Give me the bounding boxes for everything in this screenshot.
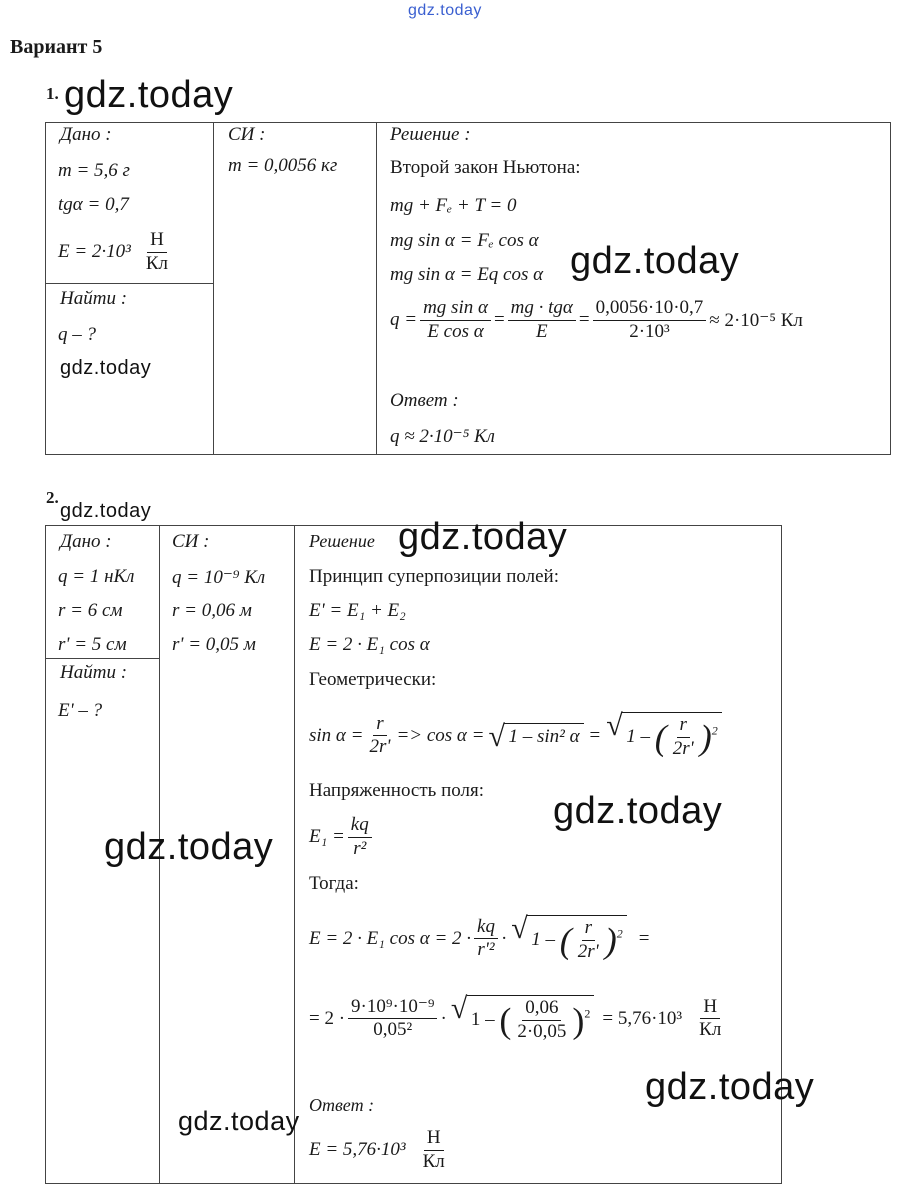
E1-num: kq bbox=[348, 815, 372, 838]
watermark: gdz.today bbox=[60, 357, 152, 379]
E1-den: r² bbox=[353, 837, 367, 859]
given-r: r = 6 см bbox=[58, 600, 123, 621]
sin-den: 2r' bbox=[369, 736, 391, 758]
final2-num: 9·10⁹·10⁻⁹ bbox=[348, 997, 437, 1020]
divider bbox=[294, 525, 295, 1184]
eq4-f1-den: E cos α bbox=[427, 320, 484, 342]
find-header: Найти : bbox=[60, 288, 128, 309]
sin-lhs: sin α = bbox=[309, 724, 364, 746]
watermark: gdz.today bbox=[178, 1106, 300, 1136]
si-header: СИ : bbox=[228, 124, 266, 145]
unit-den: Кл bbox=[699, 1019, 722, 1041]
final1-fraction bbox=[474, 917, 498, 962]
sqrt-expression: √ 1 – sin² α bbox=[504, 723, 583, 748]
eq4-fraction-2 bbox=[508, 298, 576, 343]
eq4-fraction-3 bbox=[593, 298, 707, 343]
sin-fraction bbox=[366, 714, 393, 759]
given-field-value: E = 2·10³ bbox=[58, 241, 131, 263]
given-mass: m = 5,6 г bbox=[58, 160, 130, 181]
E1-fraction bbox=[348, 815, 372, 860]
final2-in-num: 0,06 bbox=[522, 998, 561, 1021]
final2-sqrt: √ 1 – ( $\frac{0,06}{2\cdot 0,05}$ )$^2$ bbox=[467, 995, 595, 1043]
sin-num: r bbox=[373, 714, 386, 737]
eq4-f2-den: E bbox=[535, 320, 548, 342]
watermark: gdz.today bbox=[60, 500, 152, 522]
then-text: Тогда: bbox=[309, 873, 359, 894]
watermark: gdz.today bbox=[104, 826, 274, 868]
answer-value: q ≈ 2·10⁻⁵ Кл bbox=[390, 426, 495, 447]
variant-title: Вариант 5 bbox=[10, 36, 103, 58]
final2-result: = 5,76·10³ bbox=[602, 1007, 683, 1029]
eq4-f2-num: mg · tgα bbox=[508, 298, 576, 321]
given-header: Дано : bbox=[60, 531, 112, 552]
E1-equation bbox=[309, 815, 375, 860]
field-header: Напряженность поля: bbox=[309, 780, 484, 801]
sin-equation bbox=[309, 712, 722, 760]
given-charge: q = 1 нКл bbox=[58, 566, 135, 587]
unit-fraction bbox=[143, 230, 171, 275]
equals: = bbox=[589, 724, 601, 746]
final2-in-den: 2·0,05 bbox=[517, 1020, 567, 1042]
eq4-result: ≈ 2·10⁻⁵ Кл bbox=[709, 309, 803, 331]
eq4-fraction-1 bbox=[420, 298, 491, 343]
si-r: r = 0,06 м bbox=[172, 600, 252, 621]
E1-lhs: E₁ = bbox=[309, 826, 345, 848]
find-header: Найти : bbox=[60, 662, 128, 683]
sin-mid: => cos α = bbox=[396, 724, 485, 746]
given-header: Дано : bbox=[60, 124, 112, 145]
divider bbox=[45, 658, 159, 659]
unit-num: Н bbox=[424, 1128, 444, 1151]
watermark: gdz.today bbox=[570, 240, 740, 282]
answer-unit bbox=[420, 1128, 448, 1173]
equation-2: E = 2 · E₁ cos α bbox=[309, 634, 430, 655]
equation-2: mg sin α = Fₑ cos α bbox=[390, 230, 539, 251]
find-value: E' – ? bbox=[58, 700, 103, 721]
watermark: gdz.today bbox=[398, 516, 568, 558]
answer-value bbox=[309, 1128, 451, 1173]
equation-3: mg sin α = Eq cos α bbox=[390, 264, 544, 285]
answer-text: E = 5,76·10³ bbox=[309, 1139, 406, 1161]
final1-lhs: E = 2 · E₁ cos α = 2 · bbox=[309, 927, 472, 949]
unit-den: Кл bbox=[422, 1150, 445, 1172]
answer-header: Ответ : bbox=[309, 1095, 375, 1115]
solution-header: Решение bbox=[309, 531, 375, 551]
given-tg: tgα = 0,7 bbox=[58, 194, 129, 215]
eq4-f1-num: mg sin α bbox=[420, 298, 491, 321]
unit-num: Н bbox=[700, 997, 720, 1020]
si-value: m = 0,0056 кг bbox=[228, 155, 338, 176]
given-field bbox=[58, 230, 174, 275]
problem-1-number: 1. bbox=[46, 84, 59, 103]
divider bbox=[45, 283, 213, 284]
solution-intro: Второй закон Ньютона: bbox=[390, 157, 581, 178]
equation-1: E' = E₁ + E₂ bbox=[309, 600, 406, 621]
si-r-prime: r' = 0,05 м bbox=[172, 634, 256, 655]
given-r-prime: r' = 5 см bbox=[58, 634, 127, 655]
si-charge: q = 10⁻⁹ Кл bbox=[172, 567, 266, 588]
sqrt-expression-2: √ 1 – ( $\frac{r}{2r'}$ )$^2$ bbox=[622, 712, 721, 760]
final-equation-1: E = 2 · E₁ cos α = 2 · $\frac{kq}{\text{r'²}}$ · √ 1 – ( $\frac{r}{2r'}$ )$^2$ = bbox=[309, 915, 649, 963]
final2-unit bbox=[696, 997, 724, 1042]
find-value: q – ? bbox=[58, 324, 96, 345]
final2-lhs: = 2 · bbox=[309, 1007, 346, 1029]
unit-num: Н bbox=[147, 230, 167, 253]
si-header: СИ : bbox=[172, 531, 210, 552]
final1-sqrt: √ 1 – ( $\frac{r}{2r'}$ )$^2$ bbox=[527, 915, 626, 963]
final1-num: kq bbox=[474, 917, 498, 940]
eq4-f3-num: 0,0056·10·0,7 bbox=[593, 298, 707, 321]
top-watermark: gdz.today bbox=[408, 2, 482, 19]
watermark: gdz.today bbox=[553, 790, 723, 832]
watermark: gdz.today bbox=[64, 74, 234, 116]
watermark: gdz.today bbox=[645, 1066, 815, 1108]
equation-1: mg + Fₑ + T = 0 bbox=[390, 195, 517, 216]
unit-den: Кл bbox=[145, 252, 169, 274]
divider bbox=[213, 122, 214, 455]
final2-fraction bbox=[348, 997, 437, 1042]
problem-2-number: 2. bbox=[46, 488, 59, 507]
divider bbox=[376, 122, 377, 455]
eq4-f3-den: 2·10³ bbox=[629, 320, 670, 342]
geometry-text: Геометрически: bbox=[309, 669, 437, 690]
principle-text: Принцип суперпозиции полей: bbox=[309, 566, 559, 587]
final-equation-2: = 2 · $\frac{\text{9·10⁹·10⁻⁹}}{\text{0,05²}}$ · √ 1 – ( $\frac{0,06}{2\cdot 0,05}$ )$^2$ = 5,76·10³ $\frac{Н}{Кл}$ bbox=[309, 995, 727, 1043]
final2-den: 0,05² bbox=[373, 1019, 413, 1041]
answer-header: Ответ : bbox=[390, 390, 459, 411]
eq4-lhs: q = bbox=[390, 309, 418, 331]
final1-den: r'² bbox=[477, 939, 495, 961]
solution-header: Решение : bbox=[390, 124, 471, 145]
equation-4: q = $\frac{\text{mg sin α}}{\text{E cos α}}$ = $\frac{\text{mg · tgα}}{E}$ = $\frac{0,0056\cdot 10\cdot 0,7}{\text{2·10³}}$ ≈ 2·10⁻⁵ Кл bbox=[390, 297, 803, 342]
